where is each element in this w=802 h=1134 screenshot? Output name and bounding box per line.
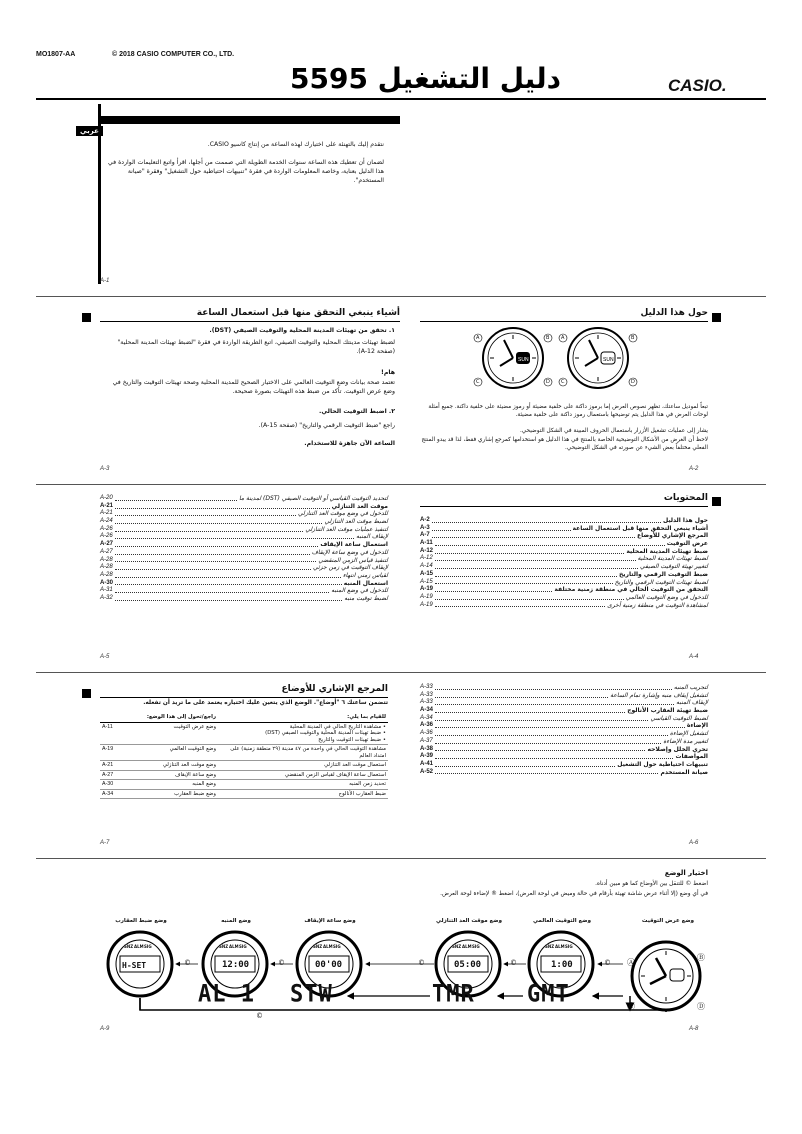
table-row — [100, 789, 388, 799]
table-cell-do: استعمال ساعة الإيقاف لقياس الزمن المنقضي — [218, 770, 388, 780]
mode-cycle-diagram — [98, 926, 718, 1026]
toc-entry-page: A-19 — [420, 593, 433, 600]
page-number: A-3 — [100, 466, 110, 472]
toc-leader-dots — [435, 550, 624, 554]
toc-entry-page: A-30 — [100, 579, 114, 586]
mode-label-timer: وضع موقت العد التنازلي — [435, 918, 503, 924]
toc-entry-page: A-31 — [100, 587, 113, 594]
toc-entry — [100, 526, 388, 534]
ring-label-sig: SIG — [565, 944, 573, 949]
toc-entry — [420, 699, 708, 707]
toc-entry-label: لضبط تهيئات التوقيت الرقمي والتاريخ — [614, 578, 708, 586]
header-rule — [36, 98, 766, 100]
toc-leader-dots — [115, 520, 323, 524]
mode-code-world-time: GMT — [527, 980, 570, 1009]
section-marker — [82, 689, 91, 698]
toc-leader-dots — [435, 763, 615, 767]
toc-entry-page: A-38 — [420, 745, 434, 752]
b-button-marker: Ⓑ — [697, 953, 705, 962]
ring-label-alm: ALM — [229, 944, 239, 949]
toc-a5 — [100, 495, 388, 603]
toc-entry-label: أشياء ينبغي التحقق منها قبل استعمال الساعة — [572, 524, 708, 532]
toc-entry-label: لتنفيذ قياس الزمن المنقضي — [318, 556, 388, 564]
col-header-do: للقيام بما يلي: — [218, 713, 388, 722]
ring-label-snz: SNZ — [124, 944, 134, 949]
toc-entry-label: ضبط تهيئات المدينة المحلية — [626, 547, 708, 555]
toc-entry — [100, 595, 388, 603]
toc-entry — [420, 563, 708, 571]
a3-ready: الساعة الآن جاهزة للاستخدام. — [304, 440, 395, 447]
toc-entry-page: A-26 — [100, 533, 113, 540]
toc-entry — [420, 722, 708, 730]
toc-entry — [100, 533, 388, 541]
a3-step2: ٢. اضبط التوقيت الحالي. — [319, 408, 395, 415]
ring-label-alm: ALM — [462, 944, 472, 949]
toc-leader-dots — [435, 724, 685, 728]
toc-entry — [420, 517, 708, 525]
toc-entry-label: لتغيير مدة الإضاءة — [663, 737, 708, 745]
section-marker — [82, 313, 91, 322]
toc-leader-dots — [435, 603, 605, 607]
toc-entry-page: A-7 — [420, 532, 430, 539]
table-cell-do: • مشاهدة التاريخ الحالي في المدينة المحلية • ضبط تهيئات المدينة المحلية والتوقيت الصيفي (DST) • ضبط تهيئات التوقيت والتاريخ — [218, 722, 388, 745]
toc-leader-dots — [435, 588, 552, 592]
table-cell-page: A-11 — [100, 722, 138, 745]
a3-heading: أشياء ينبغي التحقق منها قبل استعمال الساعة — [196, 308, 400, 318]
mode-label-alarm: وضع المنبه — [221, 918, 251, 924]
row-divider — [36, 296, 766, 297]
ring-label-alm: ALM — [323, 944, 333, 949]
toc-leader-dots — [435, 542, 665, 546]
a7-intro: تتضمن ساعتك ٦ "أوضاع". الوضع الذي يتعين عليك اختياره يعتمد على ما تريد أن تفعله. — [143, 700, 388, 706]
toc-entry — [100, 580, 388, 588]
a3-step1-body: لضبط تهيئات مدينتك المحلية والتوقيت الصيفي، اتبع الطريقة الواردة في فقرة "لضبط تهيئات المدينة المحلية" (صفحة A-12). — [117, 339, 395, 355]
toc-entry-label: صيانة المستخدم — [660, 768, 708, 776]
section-marker — [712, 313, 721, 322]
c-button-marker: © — [604, 959, 611, 967]
table-cell-page: A-34 — [100, 789, 138, 799]
a3-important: هام! — [381, 369, 395, 376]
a4-heading: المحتويات — [663, 493, 708, 503]
table-cell-mode: وضع موقت العد التنازلي — [138, 761, 218, 771]
d-button-marker: Ⓓ — [697, 1002, 705, 1011]
toc-entry-page: A-26 — [100, 525, 113, 532]
toc-leader-dots — [115, 558, 317, 562]
toc-entry-page: A-21 — [100, 502, 114, 509]
mode-label-world-time: وضع التوقيت العالمي — [532, 918, 592, 924]
copyright: © 2018 CASIO COMPUTER CO., LTD. — [112, 51, 235, 58]
a8-bullet-2: في أي وضع (إلا أثناء عرض شاشة تهيئة بأرقام في حالة وميض في لوحة العرض)، اضغط ® لإضاءة لوحة العرض. — [440, 891, 708, 897]
toc-leader-dots — [115, 597, 343, 601]
table-cell-do: مشاهدة التوقيت الحالي في واحدة من ٤٧ مدينة (٢٩ منطقة زمنية) على امتداد العالم — [218, 745, 388, 761]
page-number: A-5 — [100, 654, 110, 660]
toc-leader-dots — [432, 527, 571, 531]
lcd-alarm: 12:00 — [222, 960, 250, 970]
language-tag: عربي — [76, 126, 103, 136]
ring-label-snz: SNZ — [219, 944, 229, 949]
toc-leader-dots — [115, 512, 296, 516]
table-cell-page: A-27 — [100, 770, 138, 780]
toc-entry — [420, 594, 708, 602]
ring-label-alm: ALM — [134, 944, 144, 949]
toc-entry-label: لقياس زمني انتهاء — [342, 571, 388, 579]
table-cell-mode: وضع عرض التوقيت — [138, 722, 218, 745]
toc-entry-page: A-36 — [420, 722, 434, 729]
toc-leader-dots — [115, 528, 304, 532]
toc-entry-label: ضبط التوقيت الرقمي والتاريخ — [618, 570, 708, 578]
table-cell-page: A-19 — [100, 745, 138, 761]
toc-entry-page: A-28 — [100, 556, 113, 563]
table-row — [100, 745, 388, 761]
toc-entry-label: لتشغيل الإضاءة — [669, 730, 708, 738]
page-number: A-8 — [689, 1026, 699, 1032]
table-row — [100, 770, 388, 780]
button-label-b: B — [546, 335, 550, 341]
toc-entry — [420, 761, 708, 769]
toc-entry — [100, 518, 388, 526]
toc-entry — [420, 753, 708, 761]
a2-bullet-1: تبعاً لموديل ساعتك، تظهر نصوص العرض إما برموز داكنة على خلفية مضيئة أو رموز مضيئة على خلفية داكنة. جميع أمثلة لوحات العرض في هذا الدليل يتم توضيحها باستعمال رموز داكنة على خلفية مضيئة. — [428, 404, 708, 418]
toc-entry — [420, 579, 708, 587]
table-cell-do: استعمال موقت العد التنازلي — [218, 761, 388, 771]
toc-entry-label: تنبيهات احتياطية حول التشغيل — [617, 760, 708, 768]
dial-day: SUN — [603, 357, 614, 363]
a3-heading-rule — [100, 321, 400, 322]
row-divider — [36, 858, 766, 859]
toc-entry — [420, 746, 708, 754]
page-number: A-6 — [689, 840, 699, 846]
a3-step1: ١. تحقق من تهيئات المدينة المحلية والتوقيت الصيفي (DST). — [209, 327, 395, 334]
toc-entry — [420, 692, 708, 700]
toc-entry-label: لتنفيذ عمليات موقت العد التنازلي — [305, 525, 388, 533]
c-button-marker: © — [184, 959, 191, 967]
table-cell-do: ضبط العقارب الأنالوج — [218, 789, 388, 799]
toc-entry-page: A-27 — [100, 548, 113, 555]
c-button-marker: © — [278, 959, 285, 967]
toc-entry-label: استعمال المنبه — [343, 579, 388, 587]
toc-leader-dots — [435, 740, 662, 744]
lcd-stopwatch: 00'00 — [315, 960, 343, 970]
toc-entry-label: لمشاهدة التوقيت في منطقة زمنية أخرى — [607, 601, 708, 609]
toc-entry-label: موقت العد التنازلي — [331, 502, 388, 510]
ring-label-snz: SNZ — [545, 944, 555, 949]
row-divider — [36, 672, 766, 673]
toc-entry — [100, 510, 388, 518]
toc-entry-label: حول هذا الدليل — [663, 517, 708, 524]
toc-leader-dots — [432, 534, 635, 538]
row-divider — [36, 484, 766, 485]
a2-heading: حول هذا الدليل — [640, 308, 708, 318]
table-cell-mode: وضع التوقيت العالمي — [138, 745, 218, 761]
toc-entry — [420, 769, 708, 777]
button-label-d: D — [546, 379, 550, 385]
button-label-a: A — [561, 335, 565, 341]
toc-entry — [420, 684, 708, 692]
toc-entry-page: A-39 — [420, 753, 434, 760]
toc-leader-dots — [435, 694, 608, 698]
toc-leader-dots — [435, 557, 636, 561]
toc-entry-label: للدخول في وضع موقت العد التنازلي — [297, 510, 388, 518]
toc-entry-label: لضبط التوقيت القياسي — [650, 714, 708, 722]
toc-entry-page: A-32 — [100, 594, 113, 601]
lcd-timer: 05:00 — [454, 960, 482, 970]
a8-bullet-1: اضغط © للتنقل بين الأوضاع كما هو مبين أدناه. — [595, 881, 708, 887]
toc-a4 — [420, 517, 708, 609]
toc-leader-dots — [435, 755, 673, 759]
toc-leader-dots — [435, 573, 617, 577]
toc-leader-dots — [435, 732, 668, 736]
toc-entry-page: A-15 — [420, 578, 433, 585]
toc-entry — [100, 587, 388, 595]
toc-entry — [100, 541, 388, 549]
watch-front-b — [568, 328, 628, 388]
toc-leader-dots — [435, 686, 672, 690]
page-number: A-1 — [100, 278, 110, 284]
toc-leader-dots — [115, 574, 341, 578]
lcd-world-time: 1:00 — [551, 960, 573, 970]
c-button-marker: © — [418, 959, 425, 967]
toc-entry-page: A-36 — [420, 730, 433, 737]
a7-heading: المرجع الإشاري للأوضاع — [281, 684, 388, 694]
toc-entry — [420, 571, 708, 579]
toc-entry — [420, 532, 708, 540]
table-cell-mode: وضع ضبط العقارب — [138, 789, 218, 799]
ring-label-sig: SIG — [239, 944, 247, 949]
toc-entry — [100, 503, 388, 511]
table-cell-page: A-30 — [100, 780, 138, 790]
toc-entry — [420, 707, 708, 715]
col-header-page — [100, 713, 138, 722]
a2-bullet-3: لاحظ أن الغرض من الأشكال التوضيحية الخاصة بالمنتج في هذا الدليل هو استخدامها كمرجع إشاري فقط، لذا قد يبدو المنتج الفعلي مختلفاً بعض الشيء عن صورته في الشكل التوضيحي. — [421, 437, 708, 451]
ring-label-sig: SIG — [333, 944, 341, 949]
ring-label-sig: SIG — [144, 944, 152, 949]
toc-entry-page: A-12 — [420, 555, 433, 562]
toc-entry-page: A-28 — [100, 571, 113, 578]
a-button-marker: Ⓐ — [627, 958, 635, 967]
toc-entry-label: لضبط تهيئات المدينة المحلية — [637, 555, 708, 563]
table-row — [100, 780, 388, 790]
toc-leader-dots — [435, 580, 613, 584]
page-number: A-4 — [689, 654, 699, 660]
mode-reference-table — [100, 713, 388, 799]
table-cell-mode: وضع المنبه — [138, 780, 218, 790]
button-label-c: C — [561, 379, 565, 385]
toc-entry-page: A-27 — [100, 541, 114, 548]
toc-leader-dots — [115, 535, 354, 539]
toc-entry-page: A-34 — [420, 714, 433, 721]
mode-code-stopwatch: STW — [290, 980, 333, 1009]
toc-entry-page: A-33 — [420, 684, 433, 690]
toc-entry-label: الإضاءة — [686, 722, 708, 730]
toc-entry-label: تحري الخلل وإصلاحه — [647, 745, 708, 753]
toc-entry-page: A-20 — [100, 495, 113, 501]
toc-entry-page: A-28 — [100, 564, 113, 571]
table-header-row — [100, 713, 388, 722]
table-row — [100, 761, 388, 771]
section-marker — [712, 497, 721, 506]
toc-entry-label: لإيقاف التوقيت في زمن جزئي — [312, 564, 388, 572]
casio-logo: CASIO. — [668, 76, 727, 95]
mode-label-timekeeping: وضع عرض التوقيت — [641, 918, 695, 924]
c-button-marker: © — [256, 1012, 263, 1020]
a7-heading-rule — [100, 697, 388, 698]
toc-entry — [420, 540, 708, 548]
toc-entry-label: عرض التوقيت — [666, 540, 708, 548]
watch-face-timekeeping — [632, 942, 700, 1010]
toc-entry-page: A-33 — [420, 699, 433, 706]
mode-label-hand-set: وضع ضبط العقارب — [115, 918, 167, 924]
toc-entry-label: لضبط توقيت منبه — [344, 594, 388, 602]
toc-entry — [420, 738, 708, 746]
a3-step2-body: راجع "ضبط التوقيت الرقمي والتاريخ" (صفحة A-15). — [258, 422, 395, 429]
c-button-marker: Ⓒ — [627, 1002, 635, 1011]
toc-entry-page: A-3 — [420, 524, 430, 531]
toc-leader-dots — [115, 505, 330, 509]
toc-entry-page: A-37 — [420, 737, 433, 744]
toc-entry-page: A-19 — [420, 601, 433, 608]
toc-leader-dots — [115, 581, 342, 585]
toc-entry-label: لتجريب المنبه — [673, 684, 708, 691]
toc-leader-dots — [115, 551, 310, 555]
table-row — [100, 722, 388, 745]
toc-leader-dots — [432, 519, 661, 523]
toc-entry-page: A-12 — [420, 547, 434, 554]
a1-lang-band — [100, 116, 400, 124]
mode-label-stopwatch: وضع ساعة الإيقاف — [304, 918, 356, 924]
toc-entry-page: A-34 — [420, 707, 434, 714]
toc-entry-page: A-41 — [420, 760, 434, 767]
manual-title: دليل التشغيل 5595 — [290, 62, 561, 95]
c-button-marker: © — [510, 959, 517, 967]
button-label-a: A — [476, 335, 480, 341]
toc-leader-dots — [115, 543, 318, 547]
lcd-hand-set: H-SET — [122, 961, 147, 970]
toc-entry-page: A-14 — [420, 563, 433, 570]
button-label-c: C — [476, 379, 480, 385]
watch-illustrations — [468, 326, 688, 390]
toc-entry — [420, 555, 708, 563]
toc-leader-dots — [115, 566, 311, 570]
a8-heading: اختيار الوضع — [664, 869, 708, 877]
watch-front-a — [483, 328, 543, 388]
toc-entry-page: A-33 — [420, 691, 433, 698]
toc-entry-label: لإيقاف المنبه — [676, 699, 708, 707]
table-cell-page: A-21 — [100, 761, 138, 771]
toc-leader-dots — [115, 497, 237, 501]
toc-entry-page: A-52 — [420, 768, 434, 775]
toc-a6 — [420, 684, 708, 776]
button-label-d: D — [631, 379, 635, 385]
page-number: A-9 — [100, 1026, 110, 1032]
toc-entry — [100, 572, 388, 580]
dial-day: SUN — [518, 357, 529, 363]
toc-entry-label: للدخول في وضع التوقيت العالمي — [625, 593, 708, 601]
toc-entry-label: لتشغيل إيقاف منبه وإشارة تمام الساعة — [610, 691, 708, 699]
ring-label-sig: SIG — [472, 944, 480, 949]
mode-code-timer: TMR — [432, 980, 475, 1009]
toc-entry-label: ضبط تهيئة العقارب الأنالوج — [627, 707, 708, 715]
table-cell-mode: وضع ساعة الإيقاف — [138, 770, 218, 780]
toc-entry-label: استعمال ساعة الإيقاف — [320, 541, 388, 549]
a1-intro: نتقدم إليك بالتهنئة على اختيارك لهذه الساعة من إنتاج كاسيو CASIO. — [207, 141, 384, 148]
toc-entry — [420, 730, 708, 738]
toc-entry-label: لإيقاف المنبه — [356, 533, 388, 541]
a1-body: لضمان أن تعطيك هذه الساعة سنوات الخدمة الطويلة التي صممت من أجلها، اقرأ واتبع التعليمات الواردة في هذا الدليل بعناية، وخاصة المعلومات الواردة في فقرة "تنبيهات احتياطية حول التشغيل" وفقرة "صيانة المستخدم". — [107, 159, 384, 184]
mode-code-alarm: AL 1 — [198, 980, 255, 1009]
ring-label-alm: ALM — [555, 944, 565, 949]
toc-entry-page: A-21 — [100, 510, 113, 517]
a3-important-body: تعتمد صحة بيانات وضع التوقيت العالمي على الاختيار الصحيح للمدينة المحلية وصحة تهيئات التوقيت والتاريخ في وضع عرض التوقيت. تأكد من ضبط هذه التهيئات بصورة صحيحة. — [112, 379, 395, 395]
a2-bullet-2: يشار إلى عمليات تشغيل الأزرار باستعمال الحروف المبينة في الشكل التوضيحي. — [520, 428, 708, 434]
toc-entry — [420, 586, 708, 594]
toc-leader-dots — [435, 747, 645, 751]
toc-entry — [100, 557, 388, 565]
toc-entry-page: A-11 — [420, 540, 433, 547]
page-number: A-7 — [100, 840, 110, 846]
toc-entry-page: A-24 — [100, 518, 113, 525]
toc-entry-page: A-19 — [420, 586, 434, 593]
toc-entry-page: A-15 — [420, 570, 434, 577]
a4-heading-rule — [420, 506, 708, 507]
toc-entry — [420, 602, 708, 610]
toc-entry-label: المواصفات — [675, 753, 708, 761]
toc-leader-dots — [435, 596, 624, 600]
ring-label-snz: SNZ — [452, 944, 462, 949]
toc-leader-dots — [435, 701, 674, 705]
toc-entry — [100, 564, 388, 572]
toc-leader-dots — [435, 565, 638, 569]
toc-entry — [100, 495, 388, 503]
toc-leader-dots — [435, 709, 625, 713]
toc-entry-label: للدخول في وضع ساعة الإيقاف — [311, 548, 388, 556]
a2-heading-rule — [420, 321, 708, 322]
ring-label-snz: SNZ — [313, 944, 323, 949]
toc-entry-label: المرجع الإشاري للأوضاع — [637, 532, 708, 540]
toc-leader-dots — [435, 770, 658, 774]
model-code: MO1807-AA — [36, 51, 76, 58]
toc-entry — [420, 715, 708, 723]
toc-entry — [100, 549, 388, 557]
toc-entry-page: A-2 — [420, 517, 430, 523]
toc-entry-label: التحقق من التوقيت الحالي في منطقة زمنية مختلفة — [554, 586, 708, 594]
toc-leader-dots — [115, 589, 330, 593]
toc-entry — [420, 548, 708, 556]
toc-entry-label: لتحديد التوقيت القياسي أو التوقيت الصيفي (DST) لمدينة ما — [239, 495, 388, 502]
button-label-b: B — [631, 335, 635, 341]
toc-entry-label: لضبط موقت العد التنازلي — [324, 518, 388, 526]
col-header-mode: راجع/تحول إلى هذا الوضع: — [138, 713, 218, 722]
toc-leader-dots — [435, 717, 649, 721]
page-number: A-2 — [689, 466, 699, 472]
toc-entry-label: لتغيير تهيئة التوقيت الصيفي — [640, 563, 708, 571]
toc-entry-label: للدخول في وضع المنبه — [331, 587, 388, 595]
table-cell-do: تحديد زمن المنبه — [218, 780, 388, 790]
